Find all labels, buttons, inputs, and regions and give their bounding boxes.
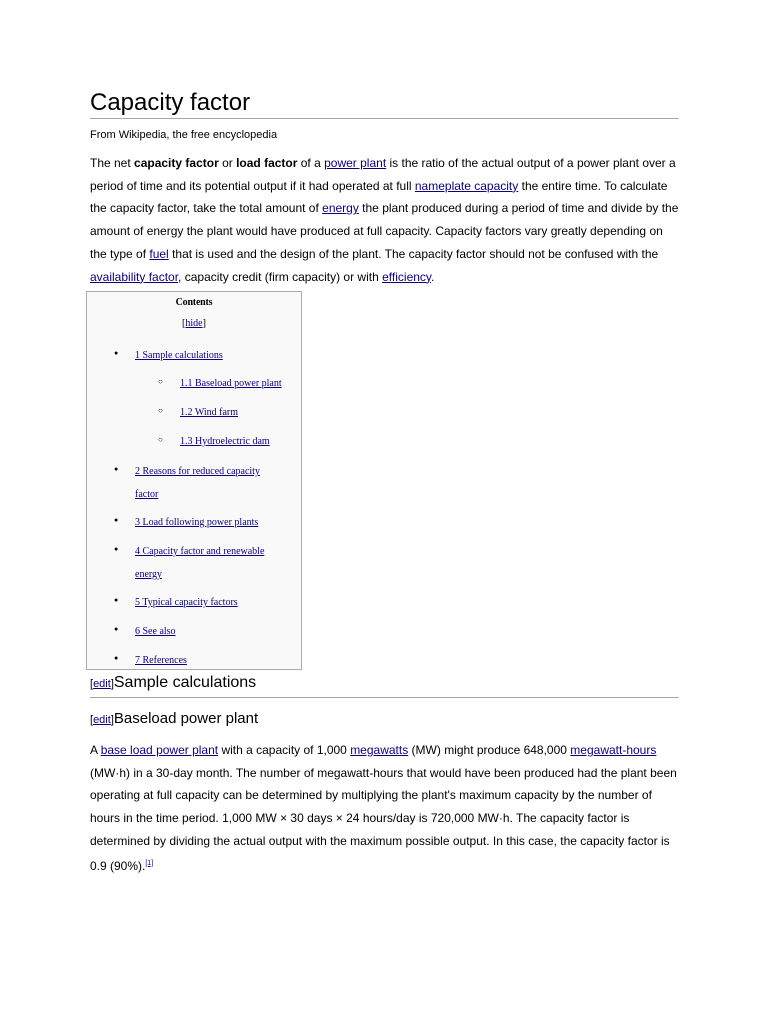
link-power-plant[interactable]: power plant [324,156,387,170]
toc-hide-toggle: [hide] [182,318,206,329]
toc-hide-link[interactable]: hide [185,318,203,329]
edit-link[interactable]: edit [93,714,111,726]
toc-link[interactable]: 1.2 Wind farm [180,407,239,418]
section-title: Baseload power plant [113,710,259,727]
bullet-icon: ● [114,349,119,357]
link-megawatt-hours[interactable]: megawatt-hours [570,743,657,757]
toc-link[interactable]: 5 Typical capacity factors [135,597,238,608]
toc-link[interactable]: 1.1 Baseload power plant [180,378,282,389]
link-efficiency[interactable]: efficiency [382,269,432,284]
toc-link[interactable]: 4 Capacity factor and renewable energy [135,546,265,580]
bullet-icon: ● [114,596,119,604]
toc-title: Contents [175,297,213,308]
toc-link[interactable]: 3 Load following power plants [135,517,259,528]
link-base-load-power-plant[interactable]: base load power plant [100,743,219,757]
baseload-paragraph: A base load power plant with a capacity of 1,000 megawatts (MW) might produce 648,000 megawatt-hours (MW·h) in a 30-day month. The number of megawatt-hours that would have been produced had the plant been operating at full capacity can be determined by multiplying the plant's maximum capacity by the number of hours in the time period. 1,000 MW × 30 days × 24 hours/day is 720,000 MW·h. The capacity factor is determined by dividing the actual output with the maximum possible output. In this case, the capacity factor is 0.9 (90%).[1] [90,743,677,873]
toc-link[interactable]: 1 Sample calculations [135,350,223,361]
section-divider [90,697,679,698]
bullet-icon: ● [114,465,119,473]
site-tagline: From Wikipedia, the free encyclopedia [90,129,278,141]
toc-link[interactable]: 7 References [135,655,187,666]
title-divider [90,118,679,119]
bullet-icon: ● [114,625,119,633]
link-megawatts[interactable]: megawatts [350,743,409,757]
table-of-contents [86,291,302,670]
bullet-icon: ● [114,545,119,553]
bullet-icon: ● [114,516,119,524]
link-availability-factor[interactable]: availability factor [90,269,179,284]
section-heading-sample-calculations [90,674,256,692]
circle-bullet-icon: ○ [158,406,163,415]
edit-section-link: [edit] [90,714,114,726]
toc-link[interactable]: 1.3 Hydroelectric dam [180,436,270,447]
link-nameplate-capacity[interactable]: nameplate capacity [414,178,519,193]
intro-paragraph: The net capacity factor or load factor of a power plant is the ratio of the actual output of a power plant over a period of time and its potential output if it had operated at full nameplate capacity the entire time. To calculate the capacity factor, take the total amount of energy the plant produced during a period of time and divide by the amount of energy the plant would have produced at full capacity. Capacity factors vary greatly depending on the type of fuel that is used and the design of the plant. The capacity factor should not be confused with the availability factor, capacity credit (firm capacity) or with efficiency. [90,156,679,284]
toc-link[interactable]: 2 Reasons for reduced capacity factor [135,466,260,500]
circle-bullet-icon: ○ [158,435,163,444]
bullet-icon: ● [114,654,119,662]
bold-term: load factor [236,156,298,170]
circle-bullet-icon: ○ [158,377,163,386]
edit-link[interactable]: edit [93,678,111,690]
link-fuel[interactable]: fuel [149,246,169,261]
page-title: Capacity factor [90,89,251,116]
section-title: Sample calculations [113,674,257,691]
toc-link[interactable]: 6 See also [135,626,176,637]
link-energy[interactable]: energy [322,201,359,216]
edit-section-link: [edit] [90,678,114,690]
bold-term: capacity factor [134,156,219,170]
reference-link[interactable]: [1] [145,859,154,867]
section-heading-baseload [90,710,258,728]
